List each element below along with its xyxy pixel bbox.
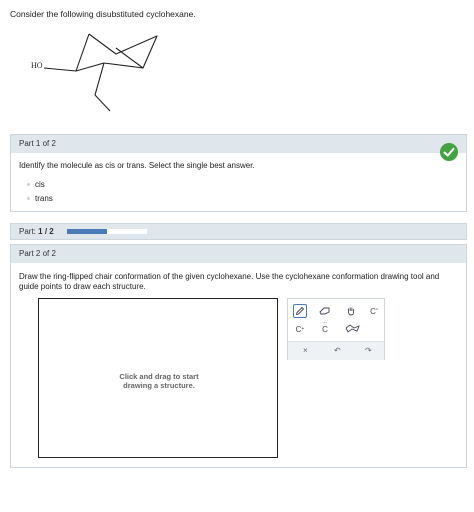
- pencil-icon[interactable]: [293, 304, 307, 318]
- option-trans[interactable]: [35, 194, 53, 203]
- progress-track: [67, 229, 147, 234]
- progress-label: Part: 1 / 2: [19, 227, 54, 236]
- radio-icon[interactable]: [27, 183, 30, 186]
- canvas-hint: Click and drag to start drawing a structure.: [119, 372, 199, 390]
- substituent-label: HO: [31, 61, 43, 70]
- drawing-canvas[interactable]: [38, 298, 278, 458]
- drawing-toolbox: [287, 298, 385, 360]
- progress-value: 1 / 2: [38, 227, 54, 236]
- option-label: trans: [35, 194, 53, 203]
- part1-panel: [10, 134, 467, 212]
- intro-text: Consider the following disubstituted cyclohexane.: [10, 9, 196, 19]
- part-progress: [10, 223, 467, 240]
- carbon-atom-icon[interactable]: C °: [370, 306, 378, 316]
- option-cis[interactable]: [35, 180, 45, 189]
- part2-instructions: Draw the ring-flipped chair conformation of the given cyclohexane. Use the cyclohexane conformation drawing tool and guide points to draw each structure.: [19, 272, 440, 291]
- checkmark-icon: [440, 143, 458, 161]
- part1-title: Part 1 of 2: [11, 135, 466, 153]
- redo-icon[interactable]: ↷: [365, 346, 372, 355]
- progress-fill: [67, 229, 107, 234]
- lone-pair-icon[interactable]: ·· C: [322, 319, 328, 334]
- chair-structure-icon: [28, 28, 168, 118]
- option-label: cis: [35, 180, 45, 189]
- part2-title: Part 2 of 2: [11, 245, 466, 263]
- molecule-drawing: [28, 28, 168, 118]
- undo-icon[interactable]: ↶: [334, 346, 341, 355]
- chair-template-icon[interactable]: [344, 322, 362, 336]
- hand-icon[interactable]: [344, 304, 358, 318]
- clear-icon[interactable]: ×: [303, 346, 308, 355]
- carbon-charge-icon[interactable]: C +: [295, 324, 305, 334]
- part2-panel: [10, 244, 467, 468]
- part1-question: Identify the molecule as cis or trans. Select the single best answer.: [19, 161, 255, 170]
- eraser-icon[interactable]: [318, 304, 332, 318]
- radio-icon[interactable]: [27, 197, 30, 200]
